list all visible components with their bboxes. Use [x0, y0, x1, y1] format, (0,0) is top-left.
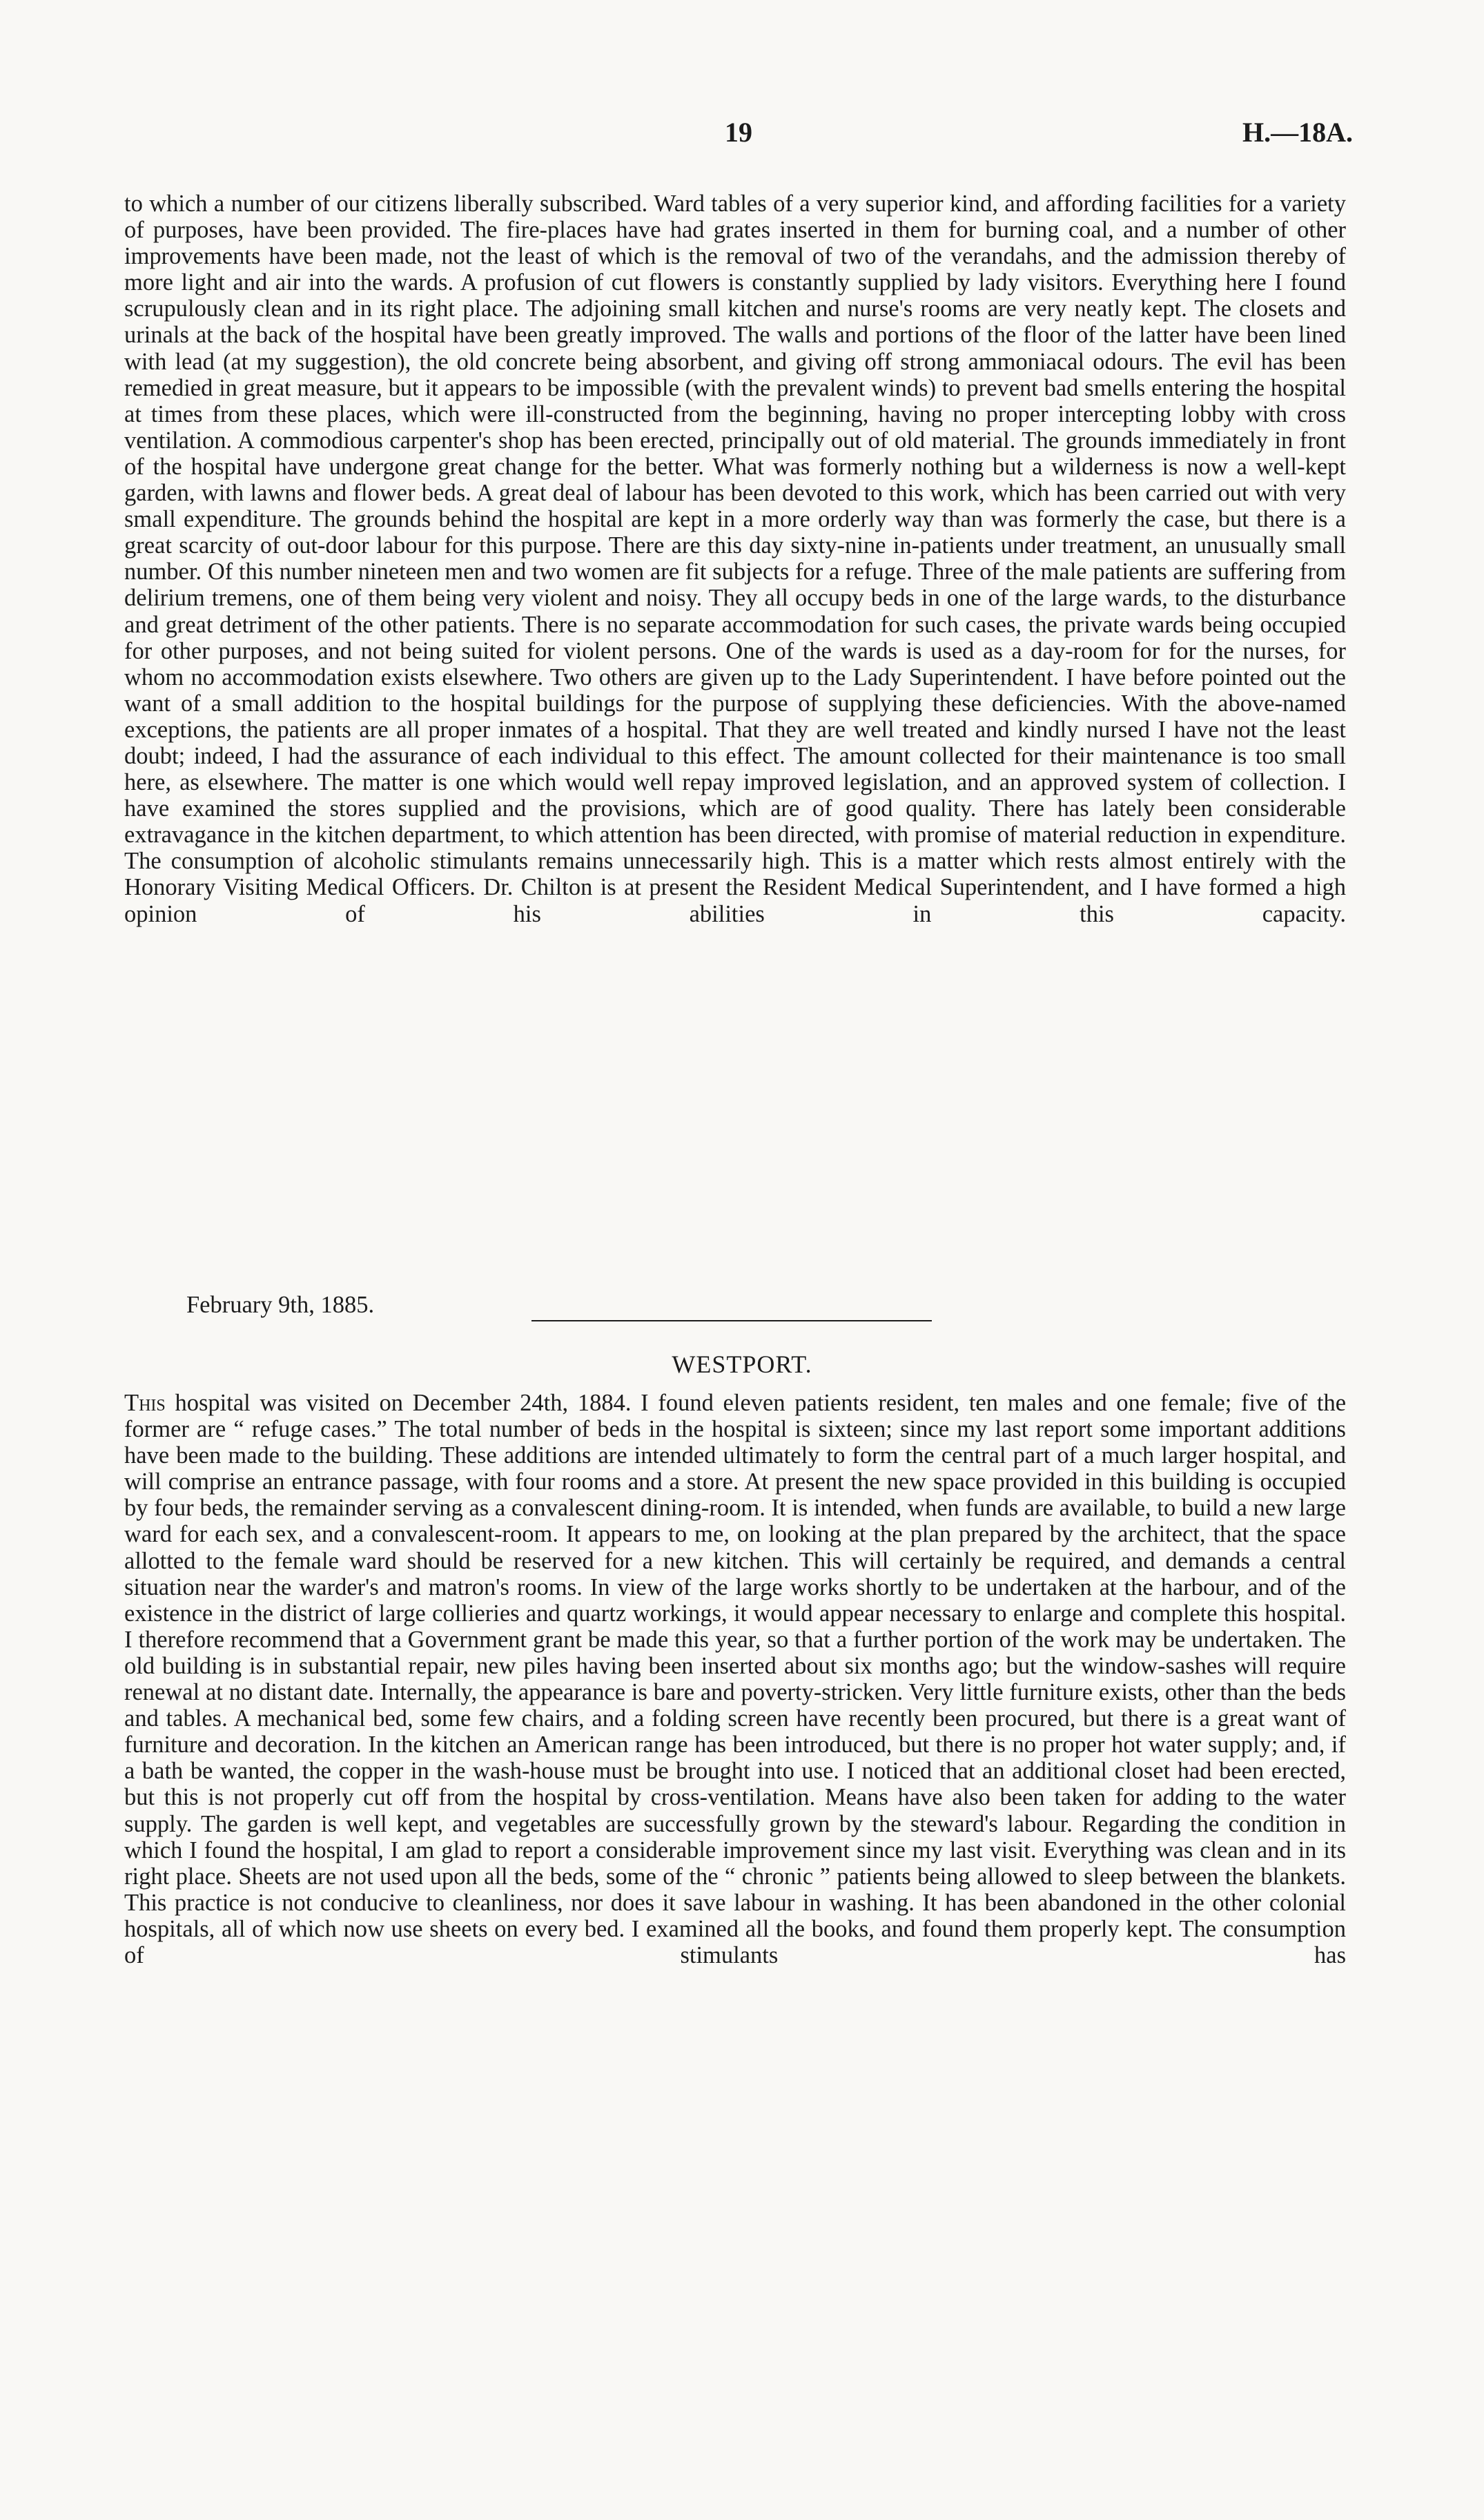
body-paragraph-2	[124, 1390, 1346, 1968]
document-reference: H.—18A.	[1242, 117, 1353, 148]
section-title: WESTPORT.	[672, 1350, 812, 1378]
page-header	[124, 116, 1353, 157]
body-paragraph-1: to which a number of our citizens liberally subscribed. Ward tables of a very superior kind, and affording facilities for a variety of purposes, have been provided. The fire-places have had grates inserted in them for burning coal, and a number of other improvements have been made, not the least of which is the removal of two of the verandahs, and the admission thereby of more light and air into the wards. A profusion of cut flowers is constantly supplied by lady visitors. Everything here I found scrupulously clean and in its right place. The adjoining small kitchen and nurse's rooms are very neatly kept. The closets and urinals at the back of the hospital have been greatly improved. The walls and portions of the floor of the latter have been lined with lead (at my suggestion), the old concrete being absorbent, and giving off strong ammoniacal odours. The evil has been remedied in great measure, but it appears to be impossible (with the prevalent winds) to prevent bad smells entering the hospital at times from these places, which were ill-constructed from the beginning, having no proper intercepting lobby with cross ventilation. A commodious carpenter's shop has been erected, principally out of old material. The grounds immediately in front of the hospital have undergone great change for the better. What was formerly nothing but a wilderness is now a well-kept garden, with lawns and flower beds. A great deal of labour has been devoted to this work, which has been carried out with very small expenditure. The grounds behind the hospital are kept in a more orderly way than was formerly the case, but there is a great scarcity of out-door labour for this purpose. There are this day sixty-nine in-patients under treatment, an unusually small number. Of this number nineteen men and two women are fit subjects for a refuge. Three of the male patients are suffering from delirium tremens, one of them being very violent and noisy. They all occupy beds in one of the large wards, to the disturbance and great detriment of the other patients. There is no separate accommodation for such cases, the private wards being occupied for other purposes, and not being suited for violent persons. One of the wards is used as a day-room for for the nurses, for whom no accommodation exists elsewhere. Two others are given up to the Lady Superintendent. I have before pointed out the want of a small addition to the hospital buildings for the purpose of supplying these deficiencies. With the above-named exceptions, the patients are all proper inmates of a hospital. That they are well treated and kindly nursed I have not the least doubt; indeed, I had the assurance of each individual to this effect. The amount collected for their maintenance is too small here, as elsewhere. The matter is one which would well repay improved legislation, and an approved system of collection. I have examined the stores supplied and the provisions, which are of good quality. There has lately been considerable extravagance in the kitchen department, to which attention has been directed, with promise of material reduction in expenditure. The consumption of alcoholic stimulants remains unnecessarily high. This is a matter which rests almost entirely with the Honorary Visiting Medical Officers. Dr. Chilton is at present the Resident Medical Superintendent, and I have formed a high opinion of his abilities in this capacity.	[124, 191, 1346, 927]
page-number: 19	[725, 117, 752, 148]
section-divider	[531, 1320, 932, 1321]
date-line: February 9th, 1885.	[186, 1292, 375, 1318]
paragraph-lead-word: This	[124, 1390, 166, 1416]
paragraph-2-text: hospital was visited on December 24th, 1884. I found eleven patients resident, ten males and one female; five of the former are “ refuge cases.” The total number of beds in the hospital is sixteen; since my last report some important additions have been made to the building. These additions are intended ultimately to form the central part of a much larger hospital, and will comprise an entrance passage, with four rooms and a store. At present the new space provided in this building is occupied by four beds, the remainder serving as a convalescent dining-room. It is intended, when funds are available, to build a new large ward for each sex, and a convalescent-room. It appears to me, on looking at the plan prepared by the architect, that the space allotted to the female ward should be reserved for a new kitchen. This will certainly be required, and demands a central situation near the warder's and matron's rooms. In view of the large works shortly to be undertaken at the harbour, and of the existence in the district of large collieries and quartz workings, it would appear necessary to enlarge and complete this hospital. I therefore recommend that a Government grant be made this year, so that a further portion of the work may be undertaken. The old building is in substantial repair, new piles having been inserted about six months ago; but the window-sashes will require renewal at no distant date. Internally, the appearance is bare and poverty-stricken. Very little furniture exists, other than the beds and tables. A mechanical bed, some few chairs, and a folding screen have recently been procured, but there is a great want of furniture and decoration. In the kitchen an American range has been introduced, but there is no proper hot water supply; and, if a bath be wanted, the copper in the wash-house must be brought into use. I noticed that an additional closet had been erected, but this is not properly cut off from the hospital by cross-ventilation. Means have also been taken for adding to the water supply. The garden is well kept, and vegetables are successfully grown by the steward's labour. Regarding the condition in which I found the hospital, I am glad to report a considerable improvement since my last visit. Everything was clean and in its right place. Sheets are not used upon all the beds, some of the “ chronic ” patients being allowed to sleep between the blankets. This practice is not conducive to cleanliness, nor does it save labour in washing. It has been abandoned in the other colonial hospitals, all of which now use sheets on every bed. I examined all the books, and found them properly kept. The consumption of stimulants has	[124, 1390, 1347, 1968]
